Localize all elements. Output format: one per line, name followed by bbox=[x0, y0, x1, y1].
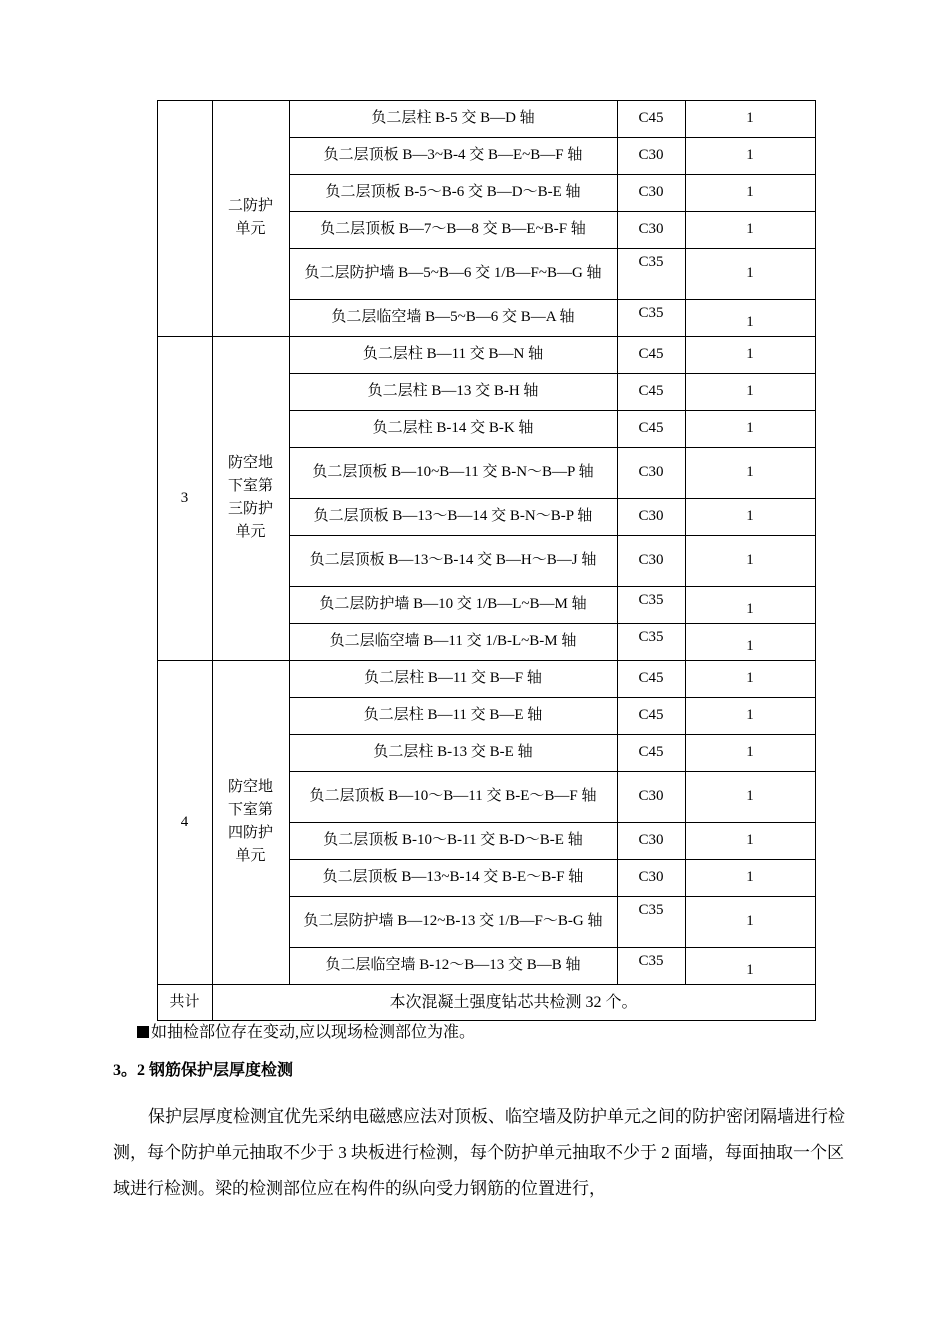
test-location: 负二层柱 B—11 交 B—F 轴 bbox=[364, 670, 542, 686]
protection-unit-name: 防空地 下室第 四防护 单元 bbox=[227, 779, 273, 864]
test-quantity: 1 bbox=[746, 707, 754, 723]
concrete-grade: C45 bbox=[638, 420, 664, 436]
test-location: 负二层顶板 B-10～B-11 交 B-D～B-E 轴 bbox=[323, 832, 583, 848]
test-quantity: 1 bbox=[746, 147, 754, 163]
test-quantity: 1 bbox=[746, 508, 754, 524]
concrete-grade: C45 bbox=[638, 110, 664, 126]
concrete-grade: C45 bbox=[638, 744, 664, 760]
test-location: 负二层防护墙 B—5~B—6 交 1/B—F~B—G 轴 bbox=[304, 265, 602, 281]
test-quantity: 1 bbox=[746, 552, 754, 568]
concrete-grade: C30 bbox=[638, 552, 664, 568]
test-quantity: 1 bbox=[746, 832, 754, 848]
test-quantity: 1 bbox=[746, 383, 754, 399]
black-square-bullet-icon bbox=[137, 1026, 149, 1038]
concrete-grade: C30 bbox=[638, 788, 664, 804]
test-location: 负二层柱 B—13 交 B-H 轴 bbox=[367, 383, 539, 399]
test-quantity: 1 bbox=[746, 314, 754, 330]
test-location: 负二层顶板 B—13~B-14 交 B-E～B-F 轴 bbox=[322, 869, 584, 885]
group-number: 4 bbox=[180, 813, 189, 830]
concrete-grade: C35 bbox=[638, 629, 664, 645]
test-quantity: 1 bbox=[746, 670, 754, 686]
test-location: 负二层顶板 B—13～B-14 交 B—H～B—J 轴 bbox=[309, 552, 597, 568]
table-border-right bbox=[815, 100, 816, 1020]
protection-unit-name: 防空地 下室第 三防护 单元 bbox=[227, 455, 273, 540]
test-location: 负二层柱 B-13 交 B-E 轴 bbox=[373, 744, 533, 760]
test-quantity: 1 bbox=[746, 638, 754, 654]
test-quantity: 1 bbox=[746, 464, 754, 480]
concrete-grade: C30 bbox=[638, 508, 664, 524]
total-summary: 本次混凝土强度钻芯共检测 32 个。 bbox=[389, 993, 638, 1011]
section-heading: 3。2 钢筋保护层厚度检测 bbox=[113, 1062, 294, 1079]
test-location: 负二层顶板 B-5～B-6 交 B—D～B-E 轴 bbox=[325, 184, 581, 200]
concrete-grade: C30 bbox=[638, 869, 664, 885]
test-location: 负二层顶板 B—3~B-4 交 B—E~B—F 轴 bbox=[323, 147, 583, 163]
test-quantity: 1 bbox=[746, 601, 754, 617]
concrete-grade: C45 bbox=[638, 670, 664, 686]
test-location: 负二层柱 B—11 交 B—E 轴 bbox=[363, 707, 543, 723]
total-label: 共计 bbox=[169, 993, 200, 1010]
group-number: 3 bbox=[180, 489, 189, 506]
test-quantity: 1 bbox=[746, 265, 754, 281]
test-quantity: 1 bbox=[746, 869, 754, 885]
concrete-grade: C45 bbox=[638, 346, 664, 362]
test-location: 负二层柱 B-14 交 B-K 轴 bbox=[372, 420, 534, 436]
sampling-note bbox=[137, 1022, 475, 1044]
concrete-grade: C30 bbox=[638, 147, 664, 163]
concrete-grade: C35 bbox=[638, 953, 664, 969]
concrete-grade: C35 bbox=[638, 305, 664, 321]
concrete-grade: C35 bbox=[638, 592, 664, 608]
note-text: 如抽检部位存在变动,应以现场检测部位为准。 bbox=[151, 1024, 476, 1041]
test-location: 负二层防护墙 B—12~B-13 交 1/B—F～B-G 轴 bbox=[303, 913, 603, 929]
test-location: 负二层顶板 B—10～B—11 交 B-E～B—F 轴 bbox=[309, 788, 597, 804]
test-location: 负二层柱 B—11 交 B—N 轴 bbox=[362, 346, 544, 362]
test-quantity: 1 bbox=[746, 110, 754, 126]
concrete-grade: C35 bbox=[638, 254, 664, 270]
test-location: 负二层顶板 B—10~B—11 交 B-N～B—P 轴 bbox=[312, 464, 594, 480]
test-location: 负二层防护墙 B—10 交 1/B—L~B—M 轴 bbox=[319, 596, 587, 612]
test-quantity: 1 bbox=[746, 962, 754, 978]
test-quantity: 1 bbox=[746, 221, 754, 237]
test-quantity: 1 bbox=[746, 744, 754, 760]
test-location: 负二层临空墙 B—5~B—6 交 B—A 轴 bbox=[331, 309, 575, 325]
group-number bbox=[157, 100, 212, 336]
test-location: 负二层临空墙 B-12～B—13 交 B—B 轴 bbox=[325, 957, 581, 973]
test-quantity: 1 bbox=[746, 184, 754, 200]
test-location: 负二层顶板 B—13～B—14 交 B-N～B-P 轴 bbox=[313, 508, 593, 524]
test-quantity: 1 bbox=[746, 788, 754, 804]
concrete-grade: C45 bbox=[638, 707, 664, 723]
concrete-grade: C30 bbox=[638, 464, 664, 480]
test-quantity: 1 bbox=[746, 913, 754, 929]
test-quantity: 1 bbox=[746, 346, 754, 362]
table-border-bottom bbox=[157, 1020, 816, 1021]
concrete-strength-table bbox=[157, 100, 815, 1020]
concrete-grade: C30 bbox=[638, 221, 664, 237]
test-location: 负二层临空墙 B—11 交 1/B-L~B-M 轴 bbox=[329, 633, 577, 649]
concrete-grade: C45 bbox=[638, 383, 664, 399]
test-location: 负二层顶板 B—7～B—8 交 B—E~B-F 轴 bbox=[320, 221, 586, 237]
concrete-grade: C30 bbox=[638, 832, 664, 848]
test-quantity: 1 bbox=[746, 420, 754, 436]
concrete-grade: C35 bbox=[638, 902, 664, 918]
concrete-grade: C30 bbox=[638, 184, 664, 200]
body-paragraph: 保护层厚度检测宜优先采纳电磁感应法对顶板、临空墙及防护单元之间的防护密闭隔墙进行检测，每个防护单元抽取不少于 3 块板进行检测，每个防护单元抽取不少于 2 面墙，每面抽取一个区域进行检测。梁的检测部位应在构件的纵向受力钢筋的位置进行， bbox=[113, 1107, 845, 1198]
test-location: 负二层柱 B-5 交 B—D 轴 bbox=[371, 110, 535, 126]
protection-unit-name: 二防护 单元 bbox=[227, 198, 273, 237]
